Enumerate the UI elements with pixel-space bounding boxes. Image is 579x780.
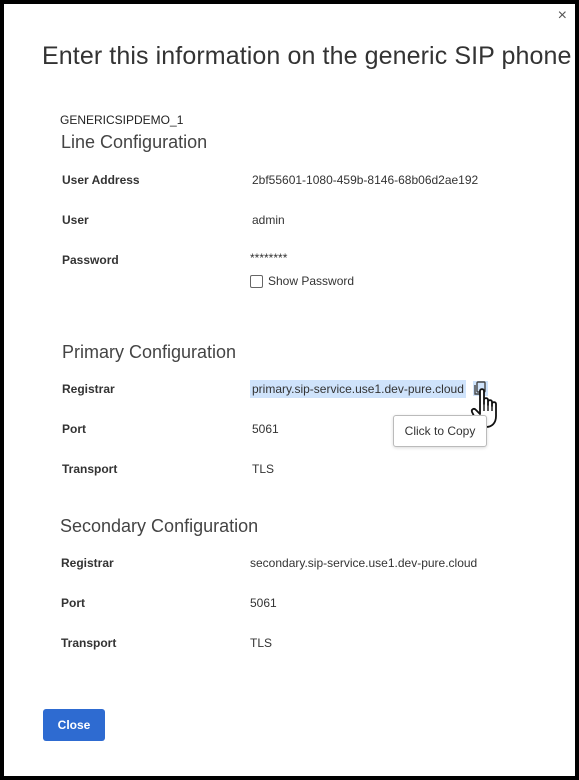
sip-info-dialog [4,4,575,776]
device-name: GENERICSIPDEMO_1 [60,113,184,127]
user-label: User [62,213,89,227]
password-label: Password [62,253,119,267]
show-password-toggle[interactable] [250,274,354,288]
secondary-port-label: Port [61,596,85,610]
user-value[interactable]: admin [252,213,285,227]
primary-config-title: Primary Configuration [62,342,237,362]
secondary-transport-label: Transport [61,636,117,650]
secondary-transport-value[interactable]: TLS [250,636,273,650]
close-icon[interactable]: × [557,7,567,24]
primary-registrar-label: Registrar [62,382,115,396]
copy-tooltip: Click to Copy [393,415,487,447]
line-config-title: Line Configuration [61,132,208,152]
close-button[interactable]: Close [43,709,105,741]
primary-port-label: Port [62,422,86,436]
user-address-value[interactable]: 2bf55601-1080-459b-8146-68b06d2ae192 [252,173,479,187]
secondary-port-value[interactable]: 5061 [250,596,277,610]
secondary-registrar-value[interactable]: secondary.sip-service.use1.dev-pure.cloud [250,556,478,570]
primary-port-value[interactable]: 5061 [252,422,279,436]
primary-transport-value[interactable]: TLS [252,462,275,476]
primary-registrar-value[interactable]: primary.sip-service.use1.dev-pure.cloud [252,382,464,396]
show-password-label: Show Password [268,274,355,288]
secondary-registrar-label: Registrar [61,556,114,570]
show-password-checkbox[interactable] [250,275,263,288]
dialog-title: Enter this information on the generic SIP phone [42,42,572,70]
secondary-config-title: Secondary Configuration [60,516,259,536]
user-address-label: User Address [62,173,140,187]
primary-transport-label: Transport [62,462,118,476]
password-value[interactable]: ******** [250,251,288,265]
